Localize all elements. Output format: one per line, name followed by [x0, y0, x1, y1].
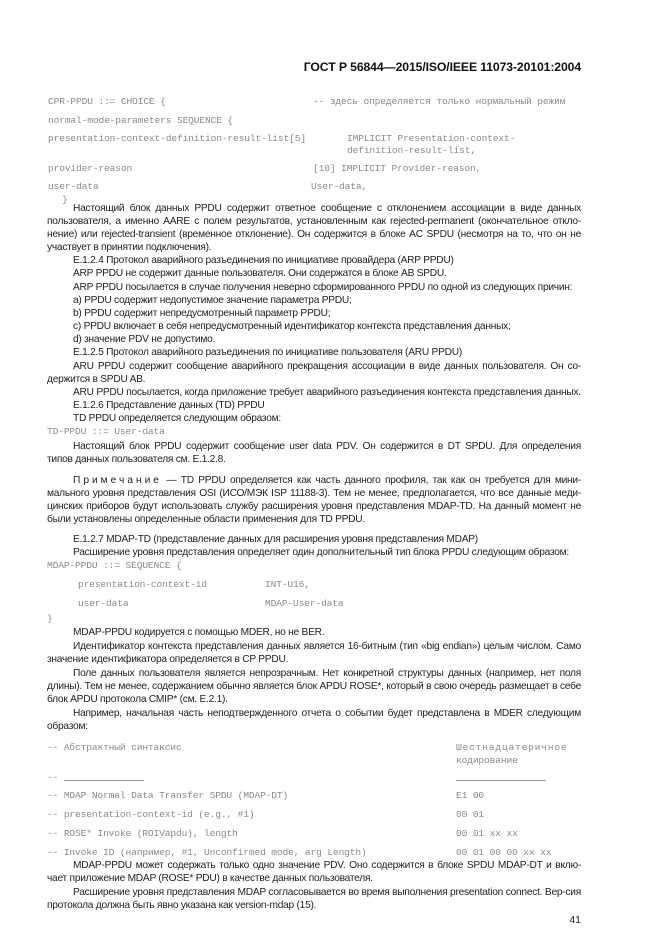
code-line: }	[62, 194, 68, 205]
section-heading-e125: E.1.2.5 Протокол аварийного разъединения по инициативе пользователя (ARU PPDU)	[73, 347, 462, 358]
code-line: CPR-PPDU ::= CHOICE {	[48, 96, 166, 107]
table-row-left: -- presentation-context-id (e.g., #1)	[47, 809, 255, 820]
paragraph: TD PPDU определяется следующим образом:	[73, 413, 281, 424]
list-item: d) значение PDV не допустимо.	[73, 334, 216, 345]
table-row-right: E1 00	[456, 790, 485, 801]
code-line: }	[47, 613, 53, 624]
separator-line	[64, 780, 144, 781]
list-item: b) PPDU содержит непредусмотренный параметр PPDU;	[73, 308, 331, 319]
table-row-right: 00 01 xx xx	[456, 828, 518, 839]
code-line: User-data,	[311, 181, 368, 192]
paragraph: Поле данных пользователя является непрозрачным. Нет конкретной структуры данных (например, нет поля длины). Тем не менее, содержанием обычно является блок APDU ROSE*, который в свою очередь размещает в себе блок APDU протокола CMIP* (см. E.2.1).	[47, 668, 581, 706]
paragraph: ARP PPDU посылается в случае получения неверно сформированного PPDU по одной из следующих причин:	[73, 282, 573, 293]
paragraph: ARU PPDU посылается, когда приложение требует аварийного разъединения контекста представления данных.	[73, 387, 581, 398]
code-comment: -- здесь определяется только нормальный режим	[313, 96, 566, 107]
standard-header: ГОСТ Р 56844—2015/ISO/IEEE 11073-20101:2004	[303, 60, 581, 74]
code-line: normal-mode-parameters SEQUENCE {	[48, 115, 234, 126]
table-row-right: 00 01	[456, 809, 485, 820]
code-line: definition-result-list,	[347, 145, 476, 156]
list-item: a) PPDU содержит недопустимое значение параметра PPDU;	[73, 295, 352, 306]
table-header-abstract-syntax: -- Абстрактный синтаксис	[47, 742, 182, 753]
note-label: Примечание	[73, 475, 162, 486]
code-line: MDAP-PPDU ::= SEQUENCE {	[47, 560, 182, 571]
code-line: provider-reason	[48, 163, 133, 174]
code-line: IMPLICIT Presentation-context-	[347, 133, 516, 144]
paragraph: Расширение уровня представления MDAP согласовывается во время выполнения presentation connect. Вер-сия протокола должна быть явно указана как version-mdap (15).	[47, 887, 581, 912]
td-ppdu-code: TD-PPDU ::= User-data	[47, 426, 165, 437]
code-line: MDAP-User-data	[265, 598, 344, 609]
paragraph: Идентификатор контекста представления данных является 16-битным (тип «big endian») целым числом. Само значение идентификатора определяется в CP PPDU.	[47, 641, 581, 666]
paragraph: ARU PPDU содержит сообщение аварийного прекращения ассоциации в виде данных пользователя. Он со-держится в SPDU AB.	[47, 361, 581, 386]
separator-line	[456, 780, 546, 781]
paragraph: ARP PPDU не содержит данные пользователя. Они содержатся в блоке AB SPDU.	[73, 268, 447, 279]
code-line: presentation-context-definition-result-list[5]	[48, 133, 306, 144]
section-heading-e124: E.1.2.4 Протокол аварийного разъединения по инициативе провайдера (ARP PPDU)	[73, 255, 454, 266]
note-paragraph: Примечание — TD PPDU определяется как часть данного профиля, так как он требуется для мини-мального уровня представления OSI (ИСО/МЭК ISP 11188-3). Тем не менее, предполагается, что все данные меди-цинских приборов будут использовать службу расширения уровня представления MDAP-TD. На данный момент не были установлены определенные области применения для TD PPDU.	[47, 475, 581, 526]
paragraph: MDAP-PPDU может содержать только одно значение PDV. Оно содержится в блоке SPDU MDAP-DT и вклю-чает приложение MDAP (ROSE* PDU) в качестве данных пользователя.	[47, 860, 581, 885]
table-separator-prefix: --	[47, 772, 59, 783]
paragraph: Например, начальная часть неподтвержденного отчета о событии будет представлена в MDER следующим образом:	[47, 708, 581, 733]
table-row-left: -- MDAP Normal Data Transfer SPDU (MDAP-DT)	[47, 790, 289, 801]
table-row-left: -- Invoke ID (например, #1, Unconfirmed mode, arg Length)	[47, 847, 367, 858]
paragraph: Настоящий блок PPDU содержит сообщение user data PDV. Он содержится в DT SPDU. Для определения типов данных пользователя см. E.1.2.8.	[47, 441, 581, 466]
page-number: 41	[569, 914, 581, 926]
section-heading-e126: E.1.2.6 Представление данных (TD) PPDU	[73, 400, 265, 411]
code-line: presentation-context-id	[78, 579, 207, 590]
table-row-right: 00 01 00 00 xx xx	[456, 847, 552, 858]
table-header-hex: Шестнадцатеричное	[456, 742, 568, 753]
code-line: INT-U16,	[265, 579, 310, 590]
section-heading-e127: E.1.2.7 MDAP-TD (представление данных для расширения уровня представления MDAP)	[73, 534, 478, 545]
paragraph: Расширение уровня представления определяет один дополнительный тип блока PPDU следующим образом:	[73, 547, 570, 558]
list-item: c) PPDU включает в себя непредусмотренный идентификатор контекста представления данных;	[73, 321, 511, 332]
paragraph: MDAP-PPDU кодируется с помощью MDER, но не BER.	[73, 627, 325, 638]
code-line: user-data	[48, 181, 99, 192]
code-line: [10] IMPLICIT Provider-reason,	[313, 163, 482, 174]
table-row-left: -- ROSE* Invoke (ROIVapdu), length	[47, 828, 238, 839]
code-line: user-data	[78, 598, 129, 609]
table-header-hex: кодирование	[456, 755, 518, 766]
paragraph: Настоящий блок данных PPDU содержит ответное сообщение с отклонением ассоциации в виде данных пользователя, а именно AARE с полем результатов, установленным как rejected-permanent (окончательное откло-нение) или rejected-transient (временное отклонение). Он содержится в блоке AC SPDU (несмотря на то, что он не участвует в принятии подключения).	[47, 203, 581, 254]
